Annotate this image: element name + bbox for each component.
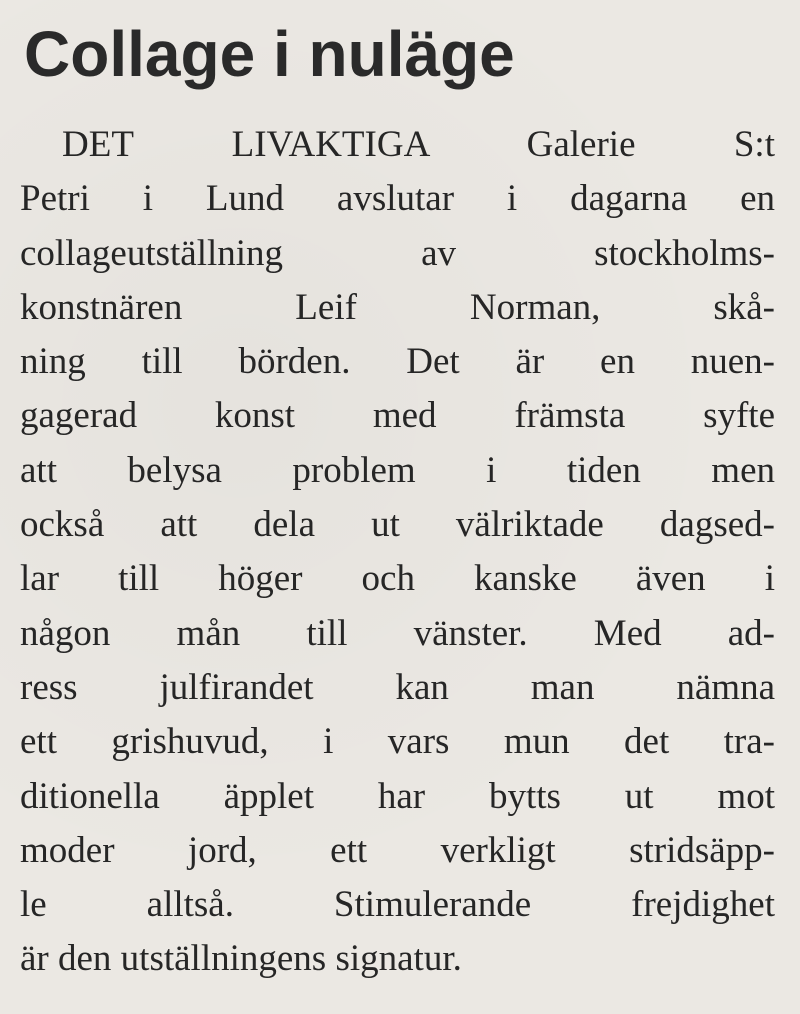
- article-line: är den utställningens signatur.: [20, 938, 462, 980]
- article-line: lar till höger och kanske även i: [20, 558, 775, 600]
- article-line: DET LIVAKTIGA Galerie S:t: [62, 124, 775, 165]
- article-line: konstnären Leif Norman, skå-: [20, 286, 775, 328]
- article-line: ett grishuvud, i vars mun det tra-: [20, 721, 775, 763]
- article-line: någon mån till vänster. Med ad-: [20, 612, 775, 654]
- headline: Collage i nuläge: [24, 18, 515, 90]
- article-line: moder jord, ett verkligt stridsäpp-: [20, 829, 775, 871]
- article-line: ress julfirandet kan man nämna: [20, 666, 775, 708]
- article-line: collageutställning av stockholms-: [20, 232, 775, 274]
- article-line: ning till börden. Det är en nuen-: [20, 341, 775, 383]
- article-line: ditionella äpplet har bytts ut mot: [20, 775, 775, 817]
- article-line: le alltså. Stimulerande frejdighet: [20, 884, 775, 926]
- article-line: Petri i Lund avslutar i dagarna en: [20, 178, 775, 220]
- article-line: gagerad konst med främsta syfte: [20, 395, 775, 437]
- article-line: också att dela ut välriktade dagsed-: [20, 504, 775, 546]
- article-body: [20, 118, 775, 987]
- article-line: att belysa problem i tiden men: [20, 449, 775, 491]
